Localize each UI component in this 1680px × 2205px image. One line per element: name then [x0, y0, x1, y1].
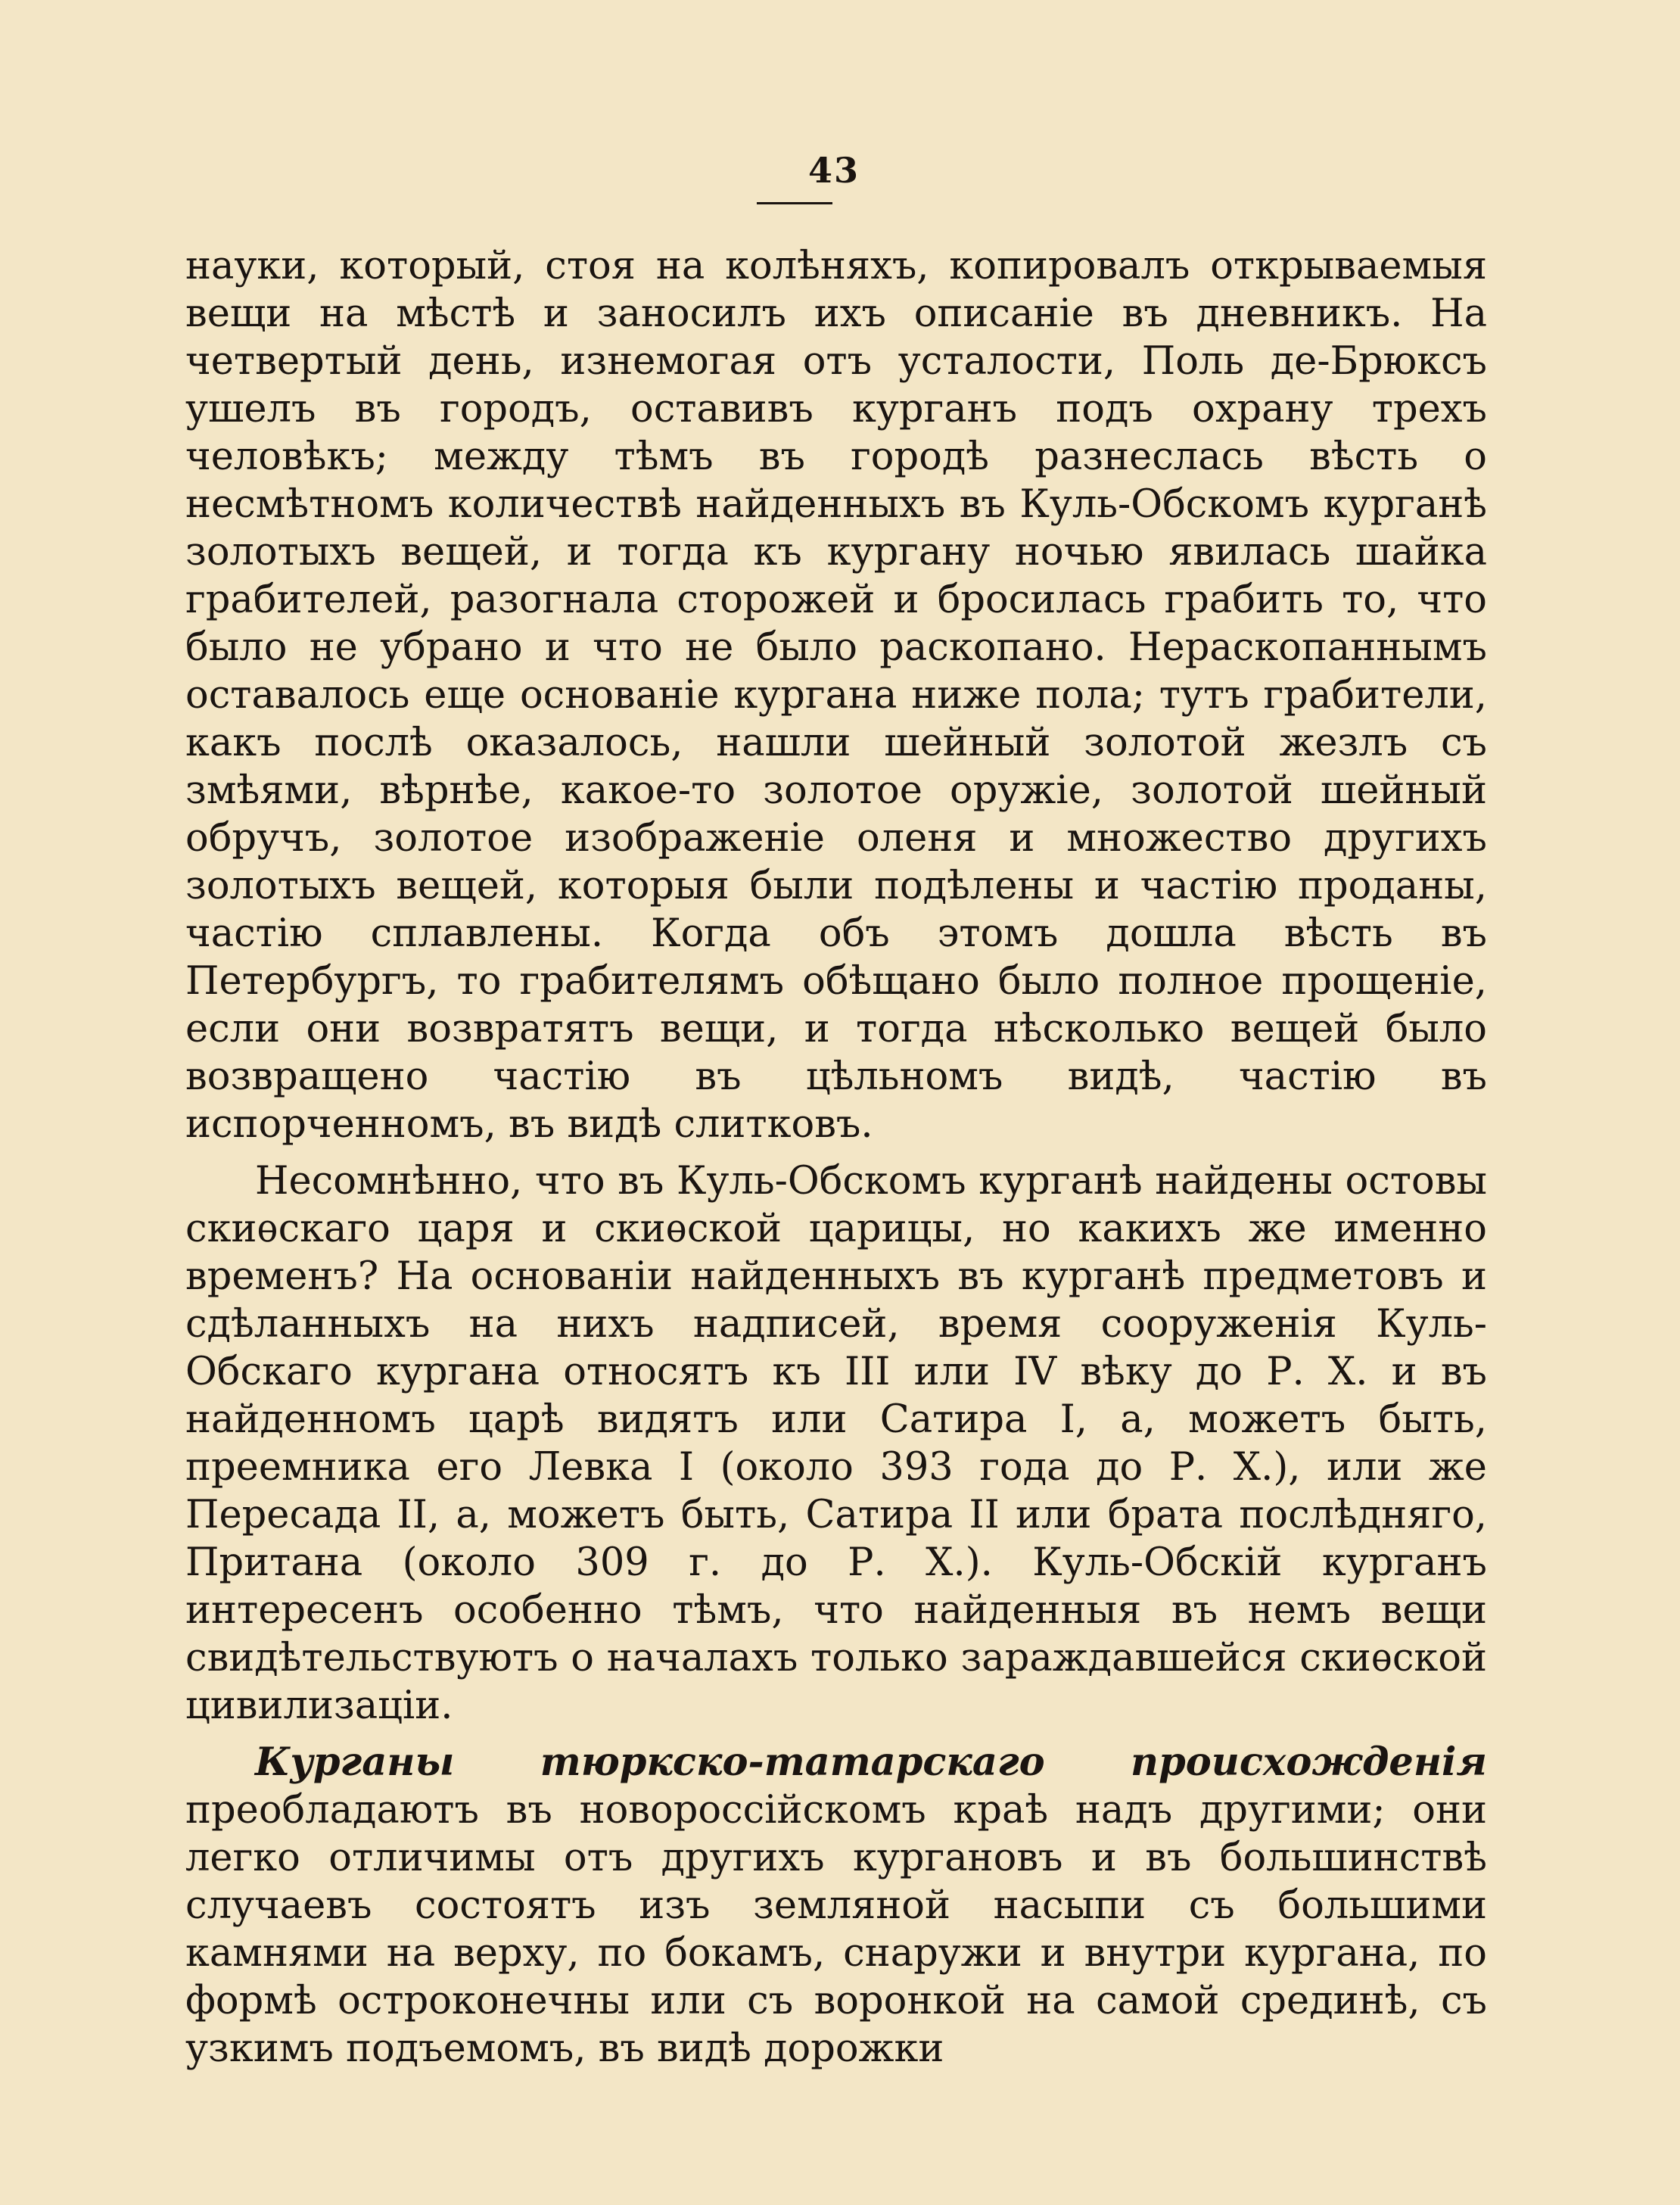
paragraph-2-text: Несомнѣнно, что въ Куль-Обскомъ курганѣ найдены остовы скиѳскаго царя и скиѳской царицы, но какихъ же именно временъ? На основаніи найденныхъ въ курганѣ предметовъ и сдѣланныхъ на нихъ надписей, время сооруженія Куль-Обскаго кургана относятъ къ III или IV вѣку до Р. Х. и въ найденномъ царѣ видятъ или Сатира I, а, можетъ быть, преемника его Левка I (около 393 года до Р. Х.), или же Пересада II, а, можетъ быть, Сатира II или брата послѣдняго, Притана (около 309 г. до Р. Х.). Куль-Обскій курганъ интересенъ особенно тѣмъ, что найденныя въ немъ вещи свидѣтельствуютъ о началахъ только зараждавшейся скиѳской цивилизаціи.	[185, 1159, 1487, 1728]
paragraph-1	[185, 242, 1487, 1148]
page-header	[757, 148, 923, 208]
text-body	[185, 242, 1487, 2073]
paragraph-3-text: преобладаютъ въ новороссійскомъ краѣ надъ другими; они легко отличимы отъ другихъ кургановъ и въ большинствѣ случаевъ состоятъ изъ земляной насыпи съ большими камнями на верху, по бокамъ, снаружи и внутри кургана, по формѣ остроконечны или съ воронкой на самой срединѣ, съ узкимъ подъемомъ, въ видѣ дорожки	[185, 1788, 1487, 2071]
header-rule	[757, 202, 832, 204]
paragraph-1-text: науки, который, стоя на колѣняхъ, копировалъ открываемыя вещи на мѣстѣ и заносилъ ихъ описаніе въ дневникъ. На четвертый день, изнемогая отъ усталости, Поль де-Брюксъ ушелъ въ городъ, оставивъ курганъ подъ охрану трехъ человѣкъ; между тѣмъ въ городѣ разнеслась вѣсть о несмѣтномъ количествѣ найденныхъ въ Куль-Обскомъ курганѣ золотыхъ вещей, и тогда къ кургану ночью явилась шайка грабителей, разогнала сторожей и бросилась грабить то, что было не убрано и что не было раскопано. Нераскопаннымъ оставалось еще основаніе кургана ниже пола; тутъ грабители, какъ послѣ оказалось, нашли шейный золотой жезлъ съ змѣями, вѣрнѣе, какое-то золотое оружіе, золотой шейный обручъ, золотое изображеніе оленя и множество другихъ золотыхъ вещей, которыя были подѣлены и частію проданы, частію сплавлены. Когда объ этомъ дошла вѣсть въ Петербургъ, то грабителямъ обѣщано было полное прощеніе, если они возвратятъ вещи, и тогда нѣсколько вещей было возвращено частію въ цѣльномъ видѣ, частію въ испорченномъ, въ видѣ слитковъ.	[185, 244, 1487, 1147]
paragraph-2	[185, 1157, 1487, 1730]
page-number: 43	[808, 150, 860, 191]
paragraph-3	[185, 1739, 1487, 2073]
paragraph-3-emphasis: Курганы тюркско-татарскаго происхожденія	[255, 1739, 1487, 1785]
